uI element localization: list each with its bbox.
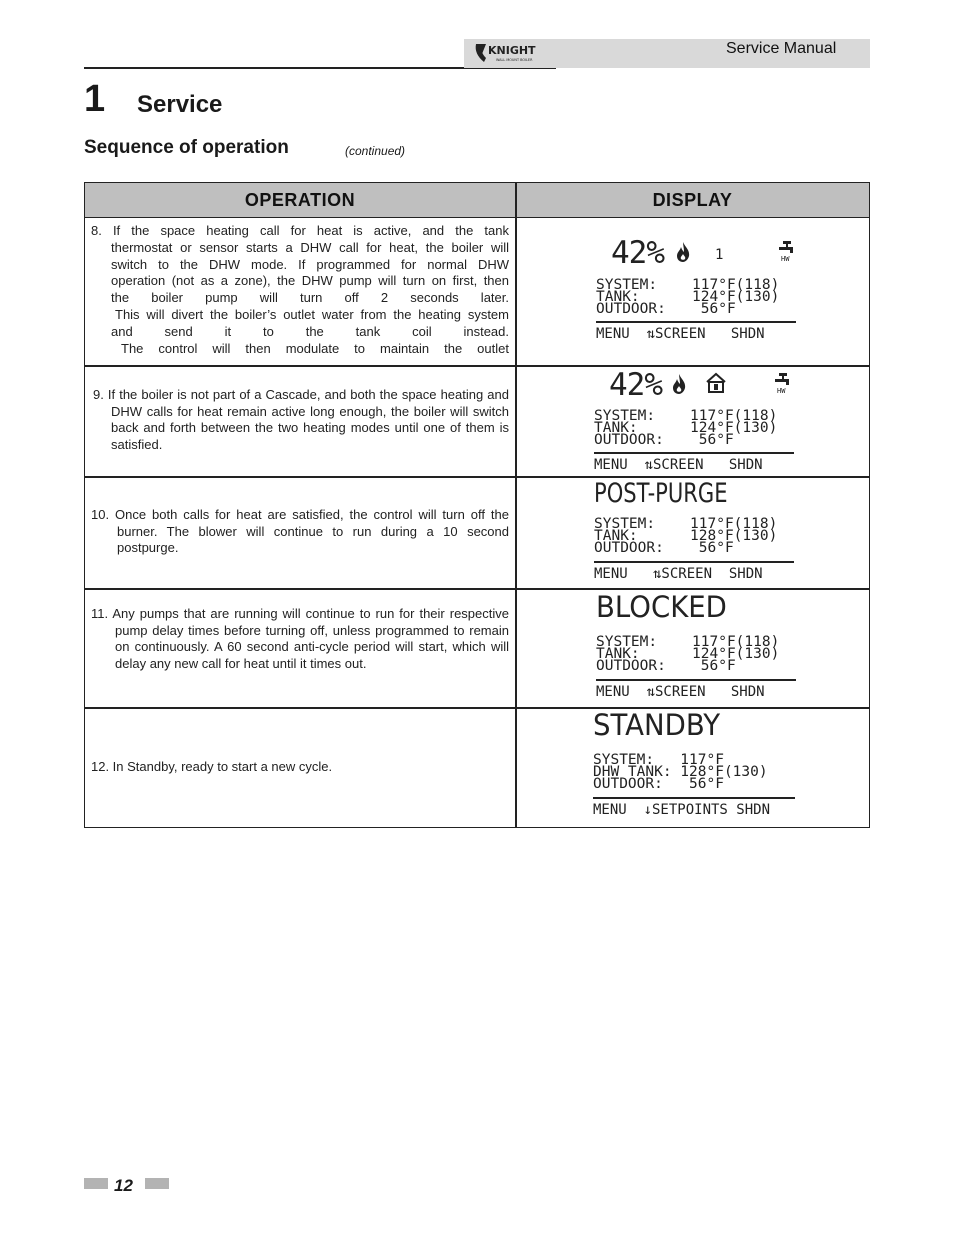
- display-headline: BLOCKED: [596, 590, 727, 624]
- display-softkeys: MENU ⇅SCREEN SHDN: [596, 684, 765, 700]
- subsection-note: (continued): [345, 144, 406, 158]
- step-8-line: This will divert the boiler’s outlet water from the heating system: [115, 306, 509, 322]
- svg-text:WALL MOUNT BOILER: WALL MOUNT BOILER: [496, 58, 533, 62]
- display-headline: 42%: [609, 367, 662, 403]
- col-display-header: DISPLAY: [652, 190, 733, 210]
- dhw-faucet-icon: [777, 239, 797, 263]
- display-outdoor-line: OUTDOOR: 56°F: [593, 776, 724, 792]
- display-tank-line: TANK: 124°F(130): [596, 289, 780, 305]
- section-title: Service: [137, 91, 223, 118]
- display-system-line: SYSTEM: 117°F: [593, 752, 724, 768]
- display-rule: [594, 452, 794, 454]
- display-softkeys: MENU ⇅SCREEN SHDN: [596, 326, 765, 342]
- footer-bar-right: [145, 1178, 169, 1189]
- step-8-line: switch to the DHW mode. If programmed for normal DHW: [111, 256, 509, 272]
- display-tank-line: TANK: 124°F(130): [594, 420, 778, 436]
- step-8-line: the boiler pump will turn off 2 seconds later.: [111, 290, 509, 306]
- display-tank-line: TANK: 124°F(130): [596, 646, 780, 662]
- display-outdoor-line: OUTDOOR: 56°F: [596, 658, 736, 674]
- display-system-line: SYSTEM: 117°F(118): [596, 634, 780, 650]
- display-system-line: SYSTEM: 117°F(118): [594, 516, 778, 532]
- display-headline: POST-PURGE: [594, 478, 728, 509]
- svg-text:HW: HW: [777, 387, 786, 395]
- step-8-line: and send it to the tank coil instead.: [111, 323, 509, 339]
- display-outdoor-line: OUTDOOR: 56°F: [594, 540, 734, 556]
- display-softkeys: MENU ↓SETPOINTS SHDN: [593, 802, 771, 818]
- display-system-line: SYSTEM: 117°F(118): [594, 408, 778, 424]
- sequence-table: [84, 182, 870, 828]
- display-rule: [596, 321, 796, 323]
- house-icon: [705, 372, 727, 394]
- display-tank-line: DHW TANK: 128°F(130): [593, 764, 768, 780]
- display-system-line: SYSTEM: 117°F(118): [596, 277, 780, 293]
- operation-step-11: 11. Any pumps that are running will continue to run for their respective pump delay times before turning off, unless programmed to remain on continuously. A 60 second anti-cycle period will start, which will delay any new call for heat until it times out.: [91, 606, 509, 672]
- flame-icon: [675, 241, 691, 263]
- subsection-title: Sequence of operation: [84, 137, 289, 158]
- footer-bar-left: [84, 1178, 108, 1189]
- operation-step-12: 12. In Standby, ready to start a new cycle.: [91, 759, 333, 774]
- step-8-line: thermostat or sensor starts a DHW call for heat, the boiler will: [111, 239, 509, 255]
- step-8-line: The control will then modulate to maintain the outlet: [121, 340, 509, 356]
- display-headline: 42%: [611, 235, 664, 271]
- svg-text:HW: HW: [781, 255, 790, 263]
- page-number: 12: [114, 1176, 133, 1195]
- display-outdoor-line: OUTDOOR: 56°F: [594, 432, 734, 448]
- display-softkeys: MENU ⇅SCREEN SHDN: [594, 457, 763, 473]
- row-divider: [85, 707, 869, 709]
- col-operation-header: OPERATION: [244, 190, 356, 210]
- row-divider: [85, 365, 869, 367]
- flame-icon: [671, 373, 687, 395]
- display-outdoor-line: OUTDOOR: 56°F: [596, 301, 736, 317]
- zone-number: 1: [715, 247, 724, 263]
- knight-logo: [472, 40, 550, 66]
- row-divider: [85, 588, 869, 590]
- display-rule: [596, 679, 796, 681]
- display-rule: [593, 797, 795, 799]
- operation-step-10: 10. Once both calls for heat are satisfied, the control will turn off the burner. The blower will continue to run during a 10 second postpurge.: [91, 507, 509, 556]
- operation-step-8: [91, 223, 509, 357]
- display-tank-line: TANK: 128°F(130): [594, 528, 778, 544]
- step-8-line: operation (not as a zone), the DHW pump will turn on first, then: [111, 273, 509, 289]
- svg-text:KNIGHT: KNIGHT: [488, 44, 536, 57]
- section-number: 1: [84, 78, 106, 120]
- display-softkeys: MENU ⇅SCREEN SHDN: [594, 566, 763, 582]
- dhw-faucet-icon: [773, 371, 793, 395]
- row-divider: [85, 476, 869, 478]
- manual-title: Service Manual: [726, 40, 837, 57]
- display-headline: STANDBY: [593, 708, 721, 742]
- table-header: [85, 183, 869, 218]
- operation-step-9: 9. If the boiler is not part of a Cascade, and both the space heating and DHW calls for heat remain active long enough, the boiler will switch back and forth between the two heating modes until one of them is satisfied.: [93, 387, 509, 453]
- step-8-line: 8. If the space heating call for heat is active, and the tank: [91, 223, 509, 238]
- column-divider: [515, 183, 517, 827]
- display-rule: [594, 561, 794, 563]
